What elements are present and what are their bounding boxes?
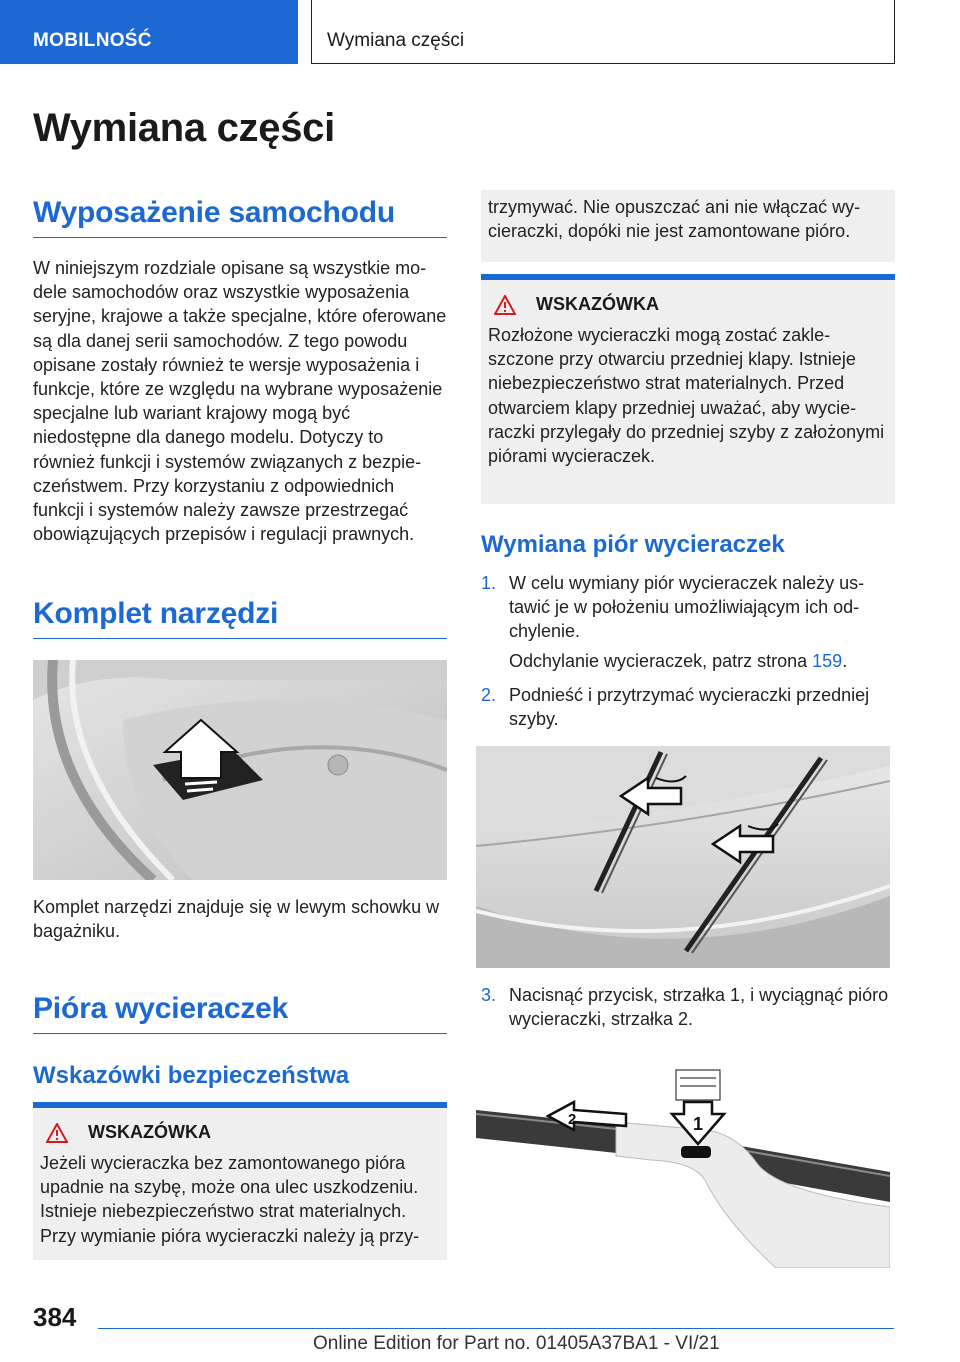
warning-triangle-icon — [46, 1123, 68, 1143]
warning-1-text-part2: trzymywać. Nie opuszczać ani nie włączać wycieraczki, dopóki nie jest zamontowane pióro. — [488, 197, 861, 242]
heading-wipers: Pióra wycieraczek — [33, 992, 447, 1034]
header-chapter-title: Wymiana części — [311, 0, 895, 64]
page-title: Wymiana części — [33, 106, 335, 150]
step-1-number: 1. — [481, 573, 497, 593]
warning-2-title: WSKAZÓWKA — [536, 294, 659, 314]
paragraph-toolkit: Komplet narzędzi znajduje się w lewym schowku w bagażniku. — [33, 897, 440, 942]
arrow-label-1: 1 — [693, 1114, 704, 1134]
footer-divider — [98, 1328, 894, 1329]
step-2-text: Podnieść i przytrzymać wycieraczki przedniej szyby. — [509, 685, 870, 730]
header-section-label: MOBILNOŚĆ — [0, 0, 298, 64]
step-3-text: Nacisnąć przycisk, strzałka 1, i wyciągnąć pióro wycieraczki, strzałka 2. — [509, 985, 889, 1030]
wipers-raised-photo — [476, 746, 890, 968]
step-1 — [481, 571, 895, 644]
step-2 — [481, 683, 895, 731]
heading-replace-wipers: Wymiana piór wycieraczek — [481, 531, 785, 558]
paragraph-equipment: W niniejszym rozdziale opisane są wszystkie modele samochodów oraz wszystkie wyposażenia seryjne, krajowe a także specjalne, które oferowane są dla danej serii samochodów. Z tego powodu opisane zostały również te wersje wyposażenia i funkcje, które ze względu na wybrane wyposażenie specjalne lub wariant krajowy mogą być niedostępne dla danego modelu. Dotyczy to również funkcji i systemów związanych z bezpieczeństwem. Przy korzystaniu z odpowiednich funkcji i systemów należy zawsze przestrzegać obowiązujących przepisów i regulacji prawnych. — [33, 258, 447, 545]
step-1-subnote-end: . — [842, 651, 848, 671]
arrow-label-2: 2 — [568, 1111, 577, 1128]
wiper-blade-release-illustration — [476, 1062, 890, 1268]
heading-equipment: Wyposażenie samochodu — [33, 196, 447, 238]
step-1-subnote-text: Odchylanie wycieraczek, patrz strona — [509, 651, 813, 671]
warning-box-1-continued — [481, 190, 895, 262]
footer-edition: Online Edition for Part no. 01405A37BA1 - VI/21 — [313, 1333, 720, 1354]
wiper-blade-release-photo — [476, 1062, 890, 1268]
warning-box-2 — [481, 274, 895, 504]
step-3-number: 3. — [481, 985, 497, 1005]
page-reference-link[interactable]: 159 — [812, 651, 843, 671]
warning-box-1 — [33, 1102, 447, 1260]
step-3 — [481, 983, 895, 1031]
warning-1-title: WSKAZÓWKA — [88, 1122, 211, 1142]
step-2-number: 2. — [481, 685, 497, 705]
warning-2-text: Rozłożone wycieraczki mogą zostać zakleszczone przy otwarciu przedniej klapy. Istnieje niebezpieczeństwo strat materialnych. Przed otwarciem klapy przedniej uważać, aby wycieraczki przylegały do przedniej szyby z założonymi piórami wycieraczek. — [488, 325, 885, 467]
toolkit-trunk-photo — [33, 660, 447, 880]
toolkit-trunk-illustration — [33, 660, 447, 880]
wipers-raised-illustration — [476, 746, 890, 968]
page-number: 384 — [33, 1302, 77, 1332]
heading-safety: Wskazówki bezpieczeństwa — [33, 1062, 350, 1089]
warning-1-text-part1: Jeżeli wycieraczka bez zamontowanego pióra upadnie na szybę, może ona ulec uszkodzeniu. Istnieje niebezpieczeństwo strat materialnych. Przy wymianie pióra wycieraczki należy ją przy- — [40, 1153, 420, 1246]
step-1-subnote — [481, 649, 895, 673]
step-1-text: W celu wymiany piór wycieraczek należy ustawić je w położeniu umożliwiającym ich odchylenie. — [509, 573, 865, 642]
warning-triangle-icon — [494, 295, 516, 315]
heading-toolkit: Komplet narzędzi — [33, 597, 447, 639]
